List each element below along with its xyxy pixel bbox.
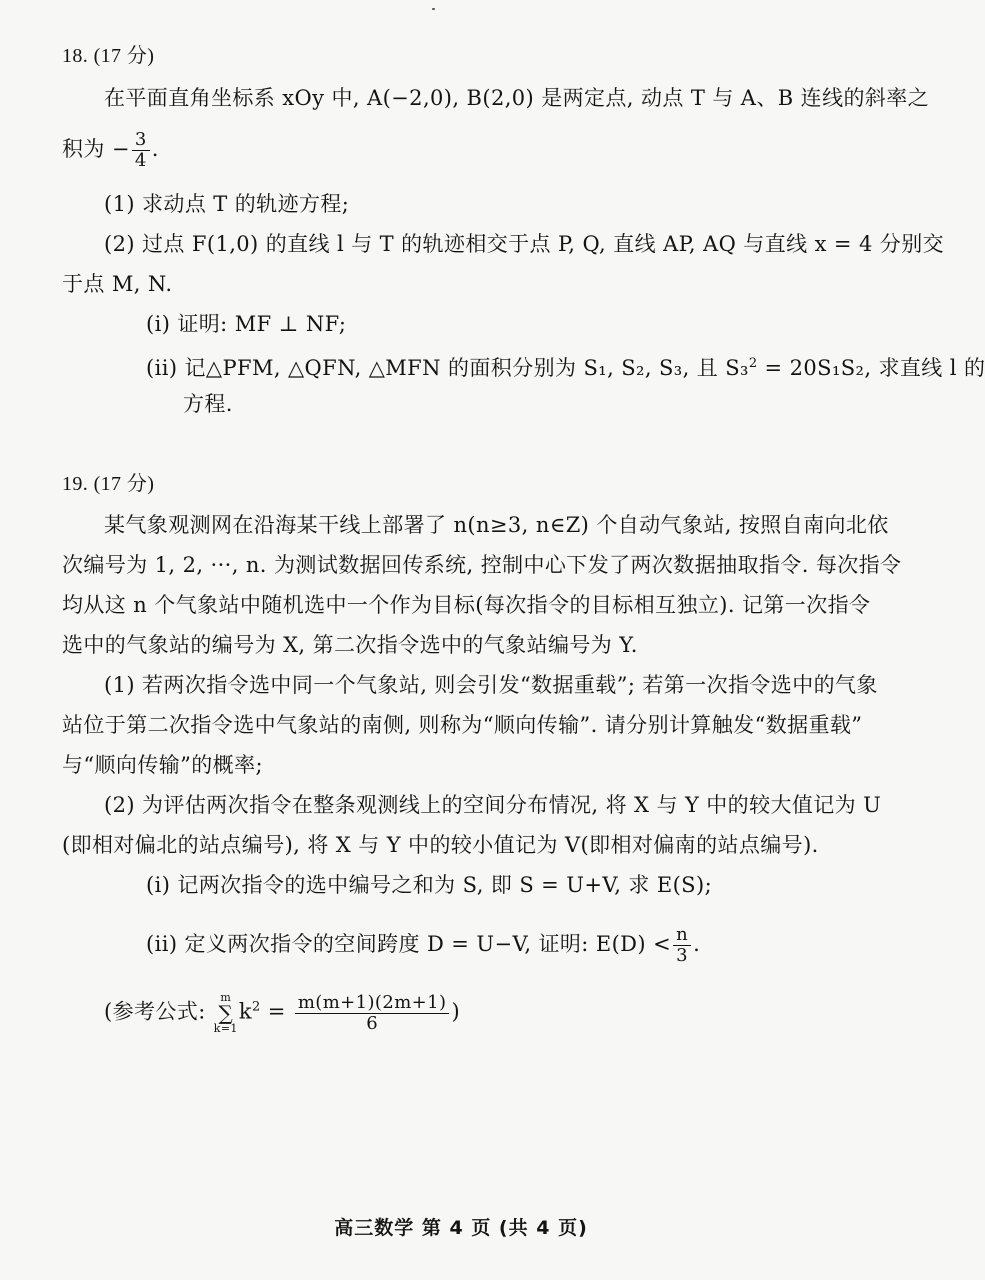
q18-fraction-denominator: 4	[134, 150, 147, 171]
reference-prefix: (参考公式:	[104, 999, 213, 1024]
q18-part-2-line-2: 于点 M, N.	[62, 272, 173, 296]
q19-stem-line-1: 某气象观测网在沿海某干线上部署了 n(n≥3, n∈Z) 个自动气象站, 按照自南向北依	[104, 513, 889, 537]
q18-part-2-ii-line-1	[146, 349, 985, 383]
q18-part-2-line-1: (2) 过点 F(1,0) 的直线 l 与 T 的轨迹相交于点 P, Q, 直线 AP, AQ 与直线 x = 4 分别交	[104, 232, 944, 256]
q19-part-1-line-3: 与“顺向传输”的概率;	[62, 753, 263, 777]
q19-stem-line-3: 均从这 n 个气象站中随机选中一个作为目标(每次指令的目标相互独立). 记第一次指令	[62, 593, 871, 617]
q18-stem-line-2-suffix: .	[151, 137, 159, 161]
summation-upper-limit: m	[220, 991, 232, 1004]
q19-part-2-line-1: (2) 为评估两次指令在整条观测线上的空间分布情况, 将 X 与 Y 中的较大值记为 U	[104, 793, 882, 817]
reference-fraction	[295, 993, 450, 1034]
summation-term-exponent: 2	[251, 999, 261, 1015]
q19-fraction-denominator: 3	[676, 945, 688, 966]
q19-fraction-numerator: n	[673, 925, 691, 946]
q18-fraction	[132, 130, 150, 171]
summation-sigma: ∑	[218, 1001, 234, 1025]
summation-symbol	[214, 992, 238, 1034]
reference-fraction-denominator: 6	[366, 1012, 379, 1034]
q18-part-2-ii-line-2: 方程.	[183, 392, 233, 416]
q18-fraction-numerator: 3	[132, 130, 150, 151]
q18-stem-line-1: 在平面直角坐标系 xOy 中, A(−2,0), B(2,0) 是两定点, 动点 T 与 A、B 连线的斜率之	[104, 86, 930, 110]
summation-term: k	[238, 999, 252, 1024]
scan-speck	[432, 8, 435, 10]
q19-part-1-line-1: (1) 若两次指令选中同一个气象站, 则会引发“数据重载”; 若第一次指令选中的气象	[104, 673, 878, 697]
q18-part-2-i: (i) 证明: MF ⊥ NF;	[146, 312, 347, 336]
q19-part-2-ii-prefix: (ii) 定义两次指令的空间跨度 D = U−V, 证明: E(D) <	[146, 932, 672, 956]
q18-part-2-ii-superscript: 2	[748, 356, 758, 371]
q18-part-2-ii-text-b: = 20S₁S₂, 求直线 l 的	[757, 356, 985, 380]
q19-part-2-ii	[146, 925, 700, 966]
q19-stem-line-2: 次编号为 1, 2, ···, n. 为测试数据回传系统, 控制中心下发了两次数据抽取指令. 每次指令	[62, 553, 902, 577]
q19-part-2-i: (i) 记两次指令的选中编号之和为 S, 即 S = U+V, 求 E(S);	[146, 873, 713, 897]
q18-part-2-ii-text-a: (ii) 记△PFM, △QFN, △MFN 的面积分别为 S₁, S₂, S₃, 且 S₃	[146, 356, 749, 380]
q19-part-2-line-2: (即相对偏北的站点编号), 将 X 与 Y 中的较小值记为 V(即相对偏南的站点编号).	[62, 833, 819, 857]
q18-stem-line-2	[62, 130, 159, 171]
reference-equals: =	[260, 999, 293, 1024]
q19-stem-line-4: 选中的气象站的编号为 X, 第二次指令选中的气象站编号为 Y.	[62, 633, 638, 657]
summation-lower-limit: k=1	[213, 1022, 238, 1035]
reference-fraction-numerator: m(m+1)(2m+1)	[295, 993, 450, 1014]
q18-part-1: (1) 求动点 T 的轨迹方程;	[104, 192, 350, 216]
q19-part-1-line-2: 站位于第二次指令选中气象站的南侧, 则称为“顺向传输”. 请分别计算触发“数据重载”	[62, 713, 863, 737]
page-footer: 高三数学 第 4 页 (共 4 页)	[334, 1217, 588, 1239]
reference-suffix: )	[451, 999, 461, 1024]
q19-fraction	[673, 925, 691, 966]
q18-stem-line-2-prefix: 积为 −	[62, 137, 130, 161]
q19-heading: 19. (17 分)	[62, 473, 155, 495]
q19-reference-formula	[104, 992, 460, 1034]
q19-part-2-ii-suffix: .	[693, 932, 701, 956]
q18-heading: 18. (17 分)	[62, 45, 155, 67]
